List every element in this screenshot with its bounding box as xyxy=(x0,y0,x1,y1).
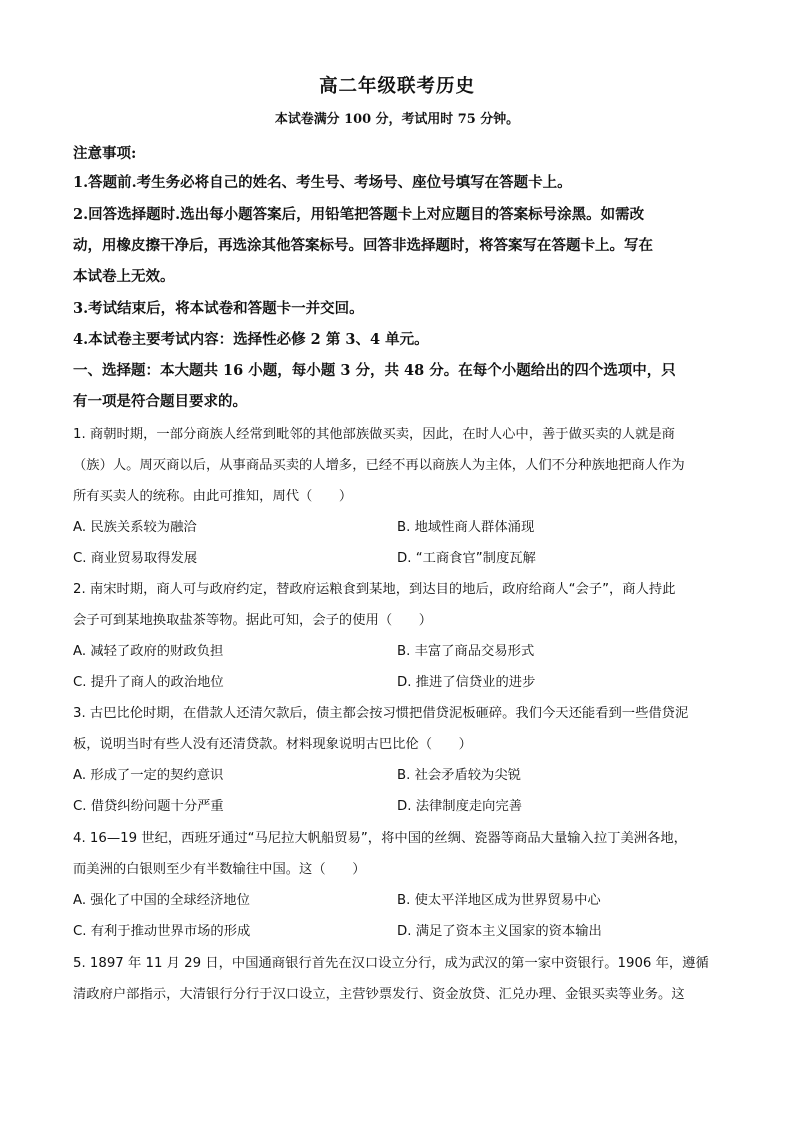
question-3-option-b[interactable]: B. 社会矛盾较为尖锐 xyxy=(397,768,521,783)
question-4-option-d[interactable]: D. 满足了资本主义国家的资本输出 xyxy=(397,924,602,939)
question-2-option-b[interactable]: B. 丰富了商品交易形式 xyxy=(397,644,535,659)
question-5-text: 清政府户部指示，大清银行分行于汉口设立，主营钞票发行、资金放贷、汇兑办理、金银买卖等业务。这 xyxy=(73,987,685,1002)
question-3-text: 3. 古巴比伦时期，在借款人还清欠款后，债主都会按习惯把借贷泥板砸碎。我们今天还能看到一些借贷泥 xyxy=(73,706,689,721)
notice-line: 本试卷上无效。 xyxy=(73,268,175,285)
question-1-text: 所有买卖人的统称。由此可推知，周代（ ） xyxy=(73,489,353,504)
page-title: 高二年级联考历史 xyxy=(319,76,475,97)
notice-line: 1.答题前.考生务必将自己的姓名、考生号、考场号、座位号填写在答题卡上。 xyxy=(73,174,572,191)
question-3-option-a[interactable]: A. 形成了一定的契约意识 xyxy=(73,768,224,783)
notice-line: 3.考试结束后，将本试卷和答题卡一并交回。 xyxy=(73,300,364,317)
question-2-text: 2. 南宋时期，商人可与政府约定，替政府运粮食到某地，到达目的地后，政府给商人“会子”，商人持此 xyxy=(73,582,676,597)
question-3-text: 板，说明当时有些人没有还清贷款。材料现象说明古巴比伦（ ） xyxy=(73,737,472,752)
question-4-text: 4. 16—19 世纪，西班牙通过“马尼拉大帆船贸易”，将中国的丝绸、瓷器等商品大量输入拉丁美洲各地， xyxy=(73,831,687,846)
question-3-option-d[interactable]: D. 法律制度走向完善 xyxy=(397,799,523,814)
page-subtitle: 本试卷满分 100 分，考试用时 75 分钟。 xyxy=(274,112,520,127)
section-heading: 一、选择题：本大题共 16 小题，每小题 3 分，共 48 分。在每个小题给出的四个选项中，只 xyxy=(73,362,676,379)
notice-line: 2.回答选择题时.选出每小题答案后，用铅笔把答题卡上对应题目的答案标号涂黑。如需改 xyxy=(73,206,645,223)
question-4-option-a[interactable]: A. 强化了中国的全球经济地位 xyxy=(73,893,250,908)
question-1-option-d[interactable]: D. “工商食官”制度瓦解 xyxy=(397,551,536,566)
question-4-option-b[interactable]: B. 使太平洋地区成为世界贸易中心 xyxy=(397,893,601,908)
question-4-text: 而美洲的白银则至少有半数输往中国。这（ ） xyxy=(73,862,366,877)
question-1-option-a[interactable]: A. 民族关系较为融洽 xyxy=(73,520,197,535)
question-1-option-c[interactable]: C. 商业贸易取得发展 xyxy=(73,551,198,566)
question-1-text: （族）人。周灭商以后，从事商品买卖的人增多，已经不再以商族人为主体，人们不分种族地把商人作为 xyxy=(73,458,685,473)
question-4-option-c[interactable]: C. 有利于推动世界市场的形成 xyxy=(73,924,251,939)
notice-heading: 注意事项: xyxy=(73,145,137,162)
question-5-text: 5. 1897 年 11 月 29 日，中国通商银行首先在汉口设立分行，成为武汉的第一家中资银行。1906 年，遵循 xyxy=(73,956,709,971)
question-2-text: 会子可到某地换取盐茶等物。据此可知，会子的使用（ ） xyxy=(73,613,433,628)
section-heading: 有一项是符合题目要求的。 xyxy=(73,393,247,410)
question-2-option-a[interactable]: A. 减轻了政府的财政负担 xyxy=(73,644,224,659)
notice-line: 4.本试卷主要考试内容：选择性必修 2 第 3、4 单元。 xyxy=(73,331,429,348)
notice-line: 动，用橡皮擦干净后，再选涂其他答案标号。回答非选择题时，将答案写在答题卡上。写在 xyxy=(73,237,653,254)
question-2-option-d[interactable]: D. 推进了信贷业的进步 xyxy=(397,675,536,690)
question-1-text: 1. 商朝时期，一部分商族人经常到毗邻的其他部族做买卖，因此，在时人心中，善于做买卖的人就是商 xyxy=(73,427,675,442)
question-2-option-c[interactable]: C. 提升了商人的政治地位 xyxy=(73,675,224,690)
question-1-option-b[interactable]: B. 地域性商人群体涌现 xyxy=(397,520,535,535)
question-3-option-c[interactable]: C. 借贷纠纷问题十分严重 xyxy=(73,799,224,814)
